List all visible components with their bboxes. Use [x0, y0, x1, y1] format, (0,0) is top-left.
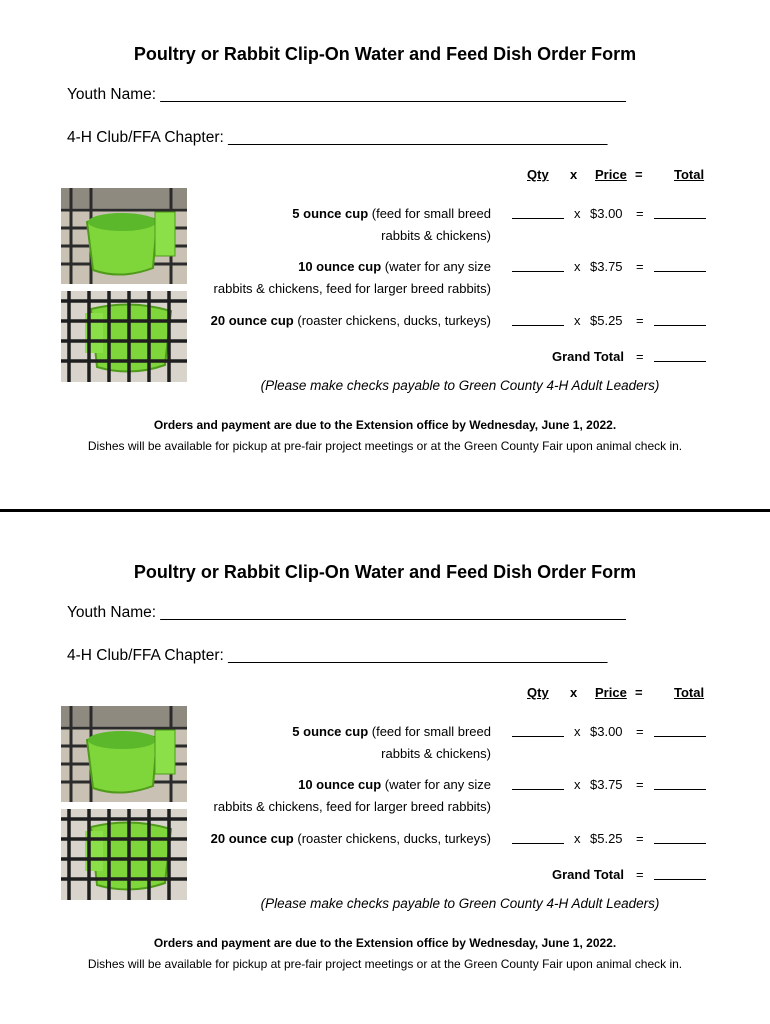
item-5oz-description — [292, 203, 491, 247]
times-sign: x — [574, 206, 581, 221]
item-price: $5.25 — [590, 831, 623, 846]
item-price: $5.25 — [590, 313, 623, 328]
total-blank[interactable] — [654, 259, 706, 275]
grand-total-blank[interactable] — [654, 867, 706, 883]
qty-blank[interactable] — [512, 777, 564, 793]
item-price: $3.00 — [590, 206, 623, 221]
item-10oz-description — [214, 774, 491, 818]
order-form-bottom — [0, 518, 770, 1018]
times-sign: x — [574, 831, 581, 846]
qty-header: Qty — [527, 167, 549, 182]
pickup-note: Dishes will be available for pickup at pre-fair project meetings or at the Green County Fair upon animal check in. — [87, 439, 683, 453]
times-sign: x — [574, 259, 581, 274]
price-header: Price — [595, 167, 627, 182]
item-name: 20 ounce cup — [210, 831, 294, 846]
equals-sign: = — [636, 349, 644, 364]
total-header: Total — [674, 167, 705, 182]
club-chapter-field[interactable]: 4-H Club/FFA Chapter: ____________________________________________ — [67, 129, 608, 146]
equals-sign: = — [636, 831, 644, 846]
form-title: Poultry or Rabbit Clip-On Water and Feed Dish Order Form — [133, 44, 637, 64]
item-name: 10 ounce cup — [298, 259, 382, 274]
item-desc-line2: rabbits & chickens, feed for larger breed rabbits) — [213, 281, 491, 296]
grand-total-label: Grand Total — [552, 867, 624, 882]
equals-header: = — [635, 685, 643, 700]
item-price: $3.75 — [590, 259, 623, 274]
item-price: $3.75 — [590, 777, 623, 792]
pickup-note: Dishes will be available for pickup at pre-fair project meetings or at the Green County Fair upon animal check in. — [87, 957, 683, 971]
times-header: x — [570, 685, 578, 700]
item-desc-line1: (water for any size — [384, 777, 491, 792]
equals-header: = — [635, 167, 643, 182]
order-form-top — [0, 0, 770, 500]
item-name: 10 ounce cup — [298, 777, 382, 792]
times-sign: x — [574, 777, 581, 792]
times-sign: x — [574, 724, 581, 739]
item-desc-line1: (roaster chickens, ducks, turkeys) — [297, 831, 491, 846]
cage-cup-photo — [61, 291, 187, 382]
total-blank[interactable] — [654, 777, 706, 793]
checks-payable-note: (Please make checks payable to Green County 4-H Adult Leaders) — [260, 378, 660, 393]
qty-blank[interactable] — [512, 206, 564, 222]
qty-blank[interactable] — [512, 313, 564, 329]
qty-blank[interactable] — [512, 259, 564, 275]
equals-sign: = — [636, 867, 644, 882]
due-date-note: Orders and payment are due to the Extension office by Wednesday, June 1, 2022. — [153, 418, 617, 432]
grand-total-label: Grand Total — [552, 349, 624, 364]
grand-total-blank[interactable] — [654, 349, 706, 365]
equals-sign: = — [636, 206, 644, 221]
qty-blank[interactable] — [512, 724, 564, 740]
total-header: Total — [674, 685, 705, 700]
equals-sign: = — [636, 259, 644, 274]
youth-name-field[interactable]: Youth Name: ______________________________________________________ — [67, 604, 626, 621]
item-5oz-description — [292, 721, 491, 765]
qty-blank[interactable] — [512, 831, 564, 847]
total-blank[interactable] — [654, 831, 706, 847]
total-blank[interactable] — [654, 206, 706, 222]
item-price: $3.00 — [590, 724, 623, 739]
feed-cup-photo — [61, 706, 187, 802]
qty-header: Qty — [527, 685, 549, 700]
item-desc-line1: (water for any size — [384, 259, 491, 274]
cut-line-divider — [0, 509, 770, 512]
cage-cup-photo — [61, 809, 187, 900]
item-20oz-description — [211, 310, 491, 332]
times-sign: x — [574, 313, 581, 328]
item-20oz-description — [211, 828, 491, 850]
total-blank[interactable] — [654, 313, 706, 329]
due-date-note: Orders and payment are due to the Extension office by Wednesday, June 1, 2022. — [153, 936, 617, 950]
item-name: 5 ounce cup — [292, 724, 369, 739]
item-desc-line1: (feed for small breed — [371, 206, 491, 221]
checks-payable-note: (Please make checks payable to Green County 4-H Adult Leaders) — [260, 896, 660, 911]
club-chapter-field[interactable]: 4-H Club/FFA Chapter: ____________________________________________ — [67, 647, 608, 664]
item-name: 5 ounce cup — [292, 206, 369, 221]
item-name: 20 ounce cup — [210, 313, 294, 328]
equals-sign: = — [636, 313, 644, 328]
times-header: x — [570, 167, 578, 182]
youth-name-field[interactable]: Youth Name: ______________________________________________________ — [67, 86, 626, 103]
equals-sign: = — [636, 777, 644, 792]
item-desc-line2: rabbits & chickens) — [381, 746, 491, 761]
feed-cup-photo — [61, 188, 187, 284]
item-desc-line2: rabbits & chickens) — [381, 228, 491, 243]
total-blank[interactable] — [654, 724, 706, 740]
equals-sign: = — [636, 724, 644, 739]
form-title: Poultry or Rabbit Clip-On Water and Feed Dish Order Form — [133, 562, 637, 582]
item-10oz-description — [214, 256, 491, 300]
price-header: Price — [595, 685, 627, 700]
item-desc-line1: (feed for small breed — [371, 724, 491, 739]
item-desc-line1: (roaster chickens, ducks, turkeys) — [297, 313, 491, 328]
item-desc-line2: rabbits & chickens, feed for larger breed rabbits) — [213, 799, 491, 814]
